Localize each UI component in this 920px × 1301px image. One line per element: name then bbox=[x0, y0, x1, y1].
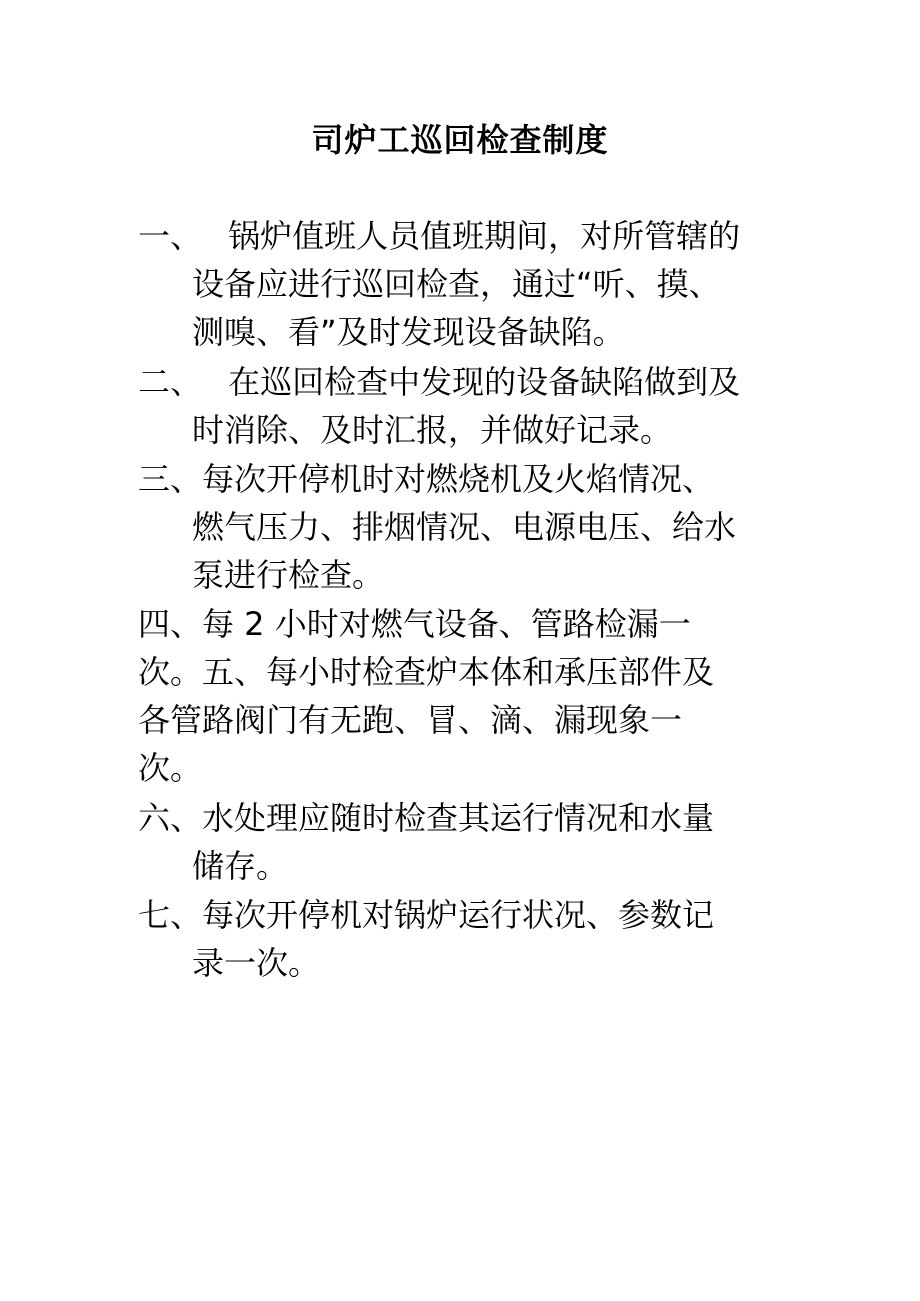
rule-5-line-2: 各管路阀门有无跑、冒、滴、漏现象一 bbox=[138, 701, 683, 739]
rule-3-line-1: 三、每次开停机时对燃烧机及火焰情况、 bbox=[138, 460, 715, 498]
rule-3-line-2: 燃气压力、排烟情况、电源电压、给水 bbox=[192, 508, 737, 546]
rule-3-line-3: 泵进行检查。 bbox=[192, 556, 385, 594]
rule-4-line-1: 四、每 2 小时对燃气设备、管路检漏一 bbox=[138, 605, 691, 643]
rule-7-line-2: 录一次。 bbox=[192, 944, 321, 982]
rule-1-line-2: 设备应进行巡回检查，通过“听、摸、 bbox=[192, 265, 721, 303]
rule-1-line-3: 测嗅、看”及时发现设备缺陷。 bbox=[192, 313, 625, 351]
rule-5-line-3: 次。 bbox=[138, 749, 203, 787]
rule-2-line-1: 二、 在巡回检查中发现的设备缺陷做到及 bbox=[138, 363, 741, 401]
rule-1-line-1: 一、 锅炉值班人员值班期间，对所管辖的 bbox=[138, 217, 741, 255]
rule-4-5-line-2: 次。五、每小时检查炉本体和承压部件及 bbox=[138, 653, 715, 691]
rule-2-line-2: 时消除、及时汇报，并做好记录。 bbox=[192, 411, 673, 449]
document-title: 司炉工巡回检查制度 bbox=[311, 121, 609, 159]
rule-6-line-1: 六、水处理应随时检查其运行情况和水量 bbox=[138, 799, 715, 837]
rule-6-line-2: 储存。 bbox=[192, 847, 289, 885]
rule-7-line-1: 七、每次开停机对锅炉运行状况、参数记 bbox=[138, 896, 715, 934]
